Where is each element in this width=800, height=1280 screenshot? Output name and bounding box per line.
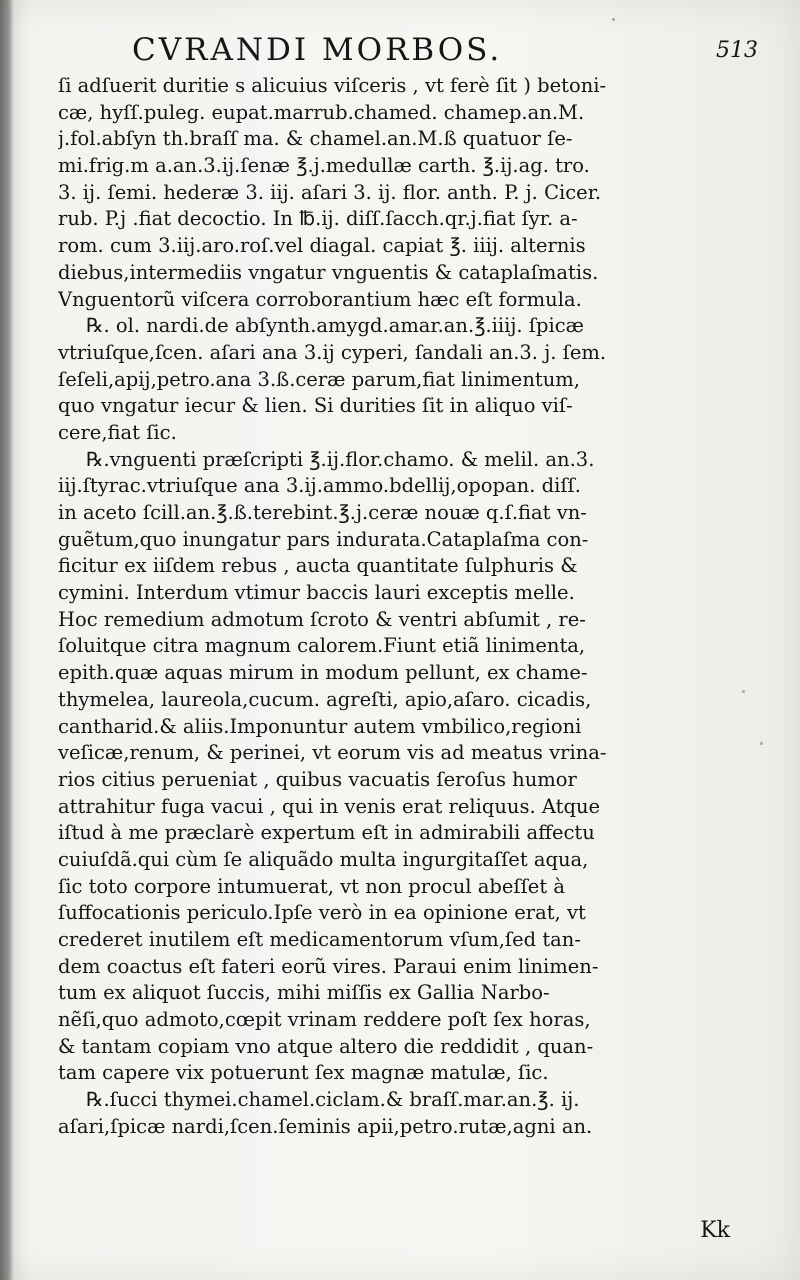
text-line: rom. cum 3.iij.aro.roſ.vel diagal. capiat ℥. iiij. alternis — [58, 234, 586, 258]
text-line: & tantam copiam vno atque altero die reddidit , quan- — [58, 1034, 594, 1058]
text-line: iij.ſtyrac.vtriuſque ana 3.ij.ammo.bdellij,opopan. diſſ. — [58, 474, 581, 498]
text-line: cymini. Interdum vtimur baccis lauri exceptis melle. — [58, 581, 575, 605]
text-line: ſic toto corpore intumuerat, vt non procul abeſſet à — [58, 874, 565, 898]
text-line: epith.quæ aquas mirum in modum pellunt, ex chame- — [58, 661, 588, 685]
paper-speck — [742, 690, 745, 693]
text-line: mi.frig.m a.an.3.ij.ſenæ ℥.j.medullæ carth. ℥.ij.ag. tro. — [58, 154, 590, 178]
text-line: 3. ij. ſemi. hederæ 3. iij. aſari 3. ij. flor. anth. P. j. Cicer. — [58, 180, 602, 204]
signature-mark: Kk — [700, 1218, 730, 1243]
text-line: ℞. ol. nardi.de abſynth.amygd.amar.an.℥.iiij. ſpicæ — [86, 314, 584, 338]
text-line: quo vngatur iecur & lien. Si durities ſit in aliquo viſ- — [58, 394, 573, 418]
page-header — [40, 28, 770, 76]
text-line: nẽſi,quo admoto,cœpit vrinam reddere poſt ſex horas, — [58, 1008, 591, 1032]
text-line: iſtud à me præclarè expertum eſt in admirabili affectu — [58, 821, 595, 845]
text-line: ſuffocationis periculo.Ipſe verò in ea opinione erat, vt — [58, 901, 586, 925]
text-line: dem coactus eſt fateri eorũ vires. Paraui enim linimen- — [58, 954, 599, 978]
text-line: cere,fiat ſic. — [58, 420, 177, 444]
text-line: cantharid.& aliis.Imponuntur autem vmbilico,regioni — [58, 714, 582, 738]
text-line: guẽtum,quo inungatur pars indurata.Cataplaſma con- — [58, 527, 589, 551]
paper-speck — [612, 18, 615, 21]
page-binding-shadow — [0, 0, 14, 1280]
text-line: ℞.ſucci thymei.chamel.ciclam.& braſſ.mar.an.℥. ij. — [86, 1088, 580, 1112]
text-line: crederet inutilem eſt medicamentorum vſum,ſed tan- — [58, 928, 581, 951]
text-line: Hoc remedium admotum ſcroto & ventri abſumit , re- — [58, 607, 586, 631]
text-line: j.fol.abſyn th.braſſ ma. & chamel.an.M.ß quatuor ſe- — [58, 127, 573, 151]
text-line: tum ex aliquot ſuccis, mihi miſſis ex Gallia Narbo- — [58, 981, 550, 1005]
text-line: ſeſeli,apij,petro.ana 3.ß.ceræ parum,fiat linimentum, — [58, 367, 580, 391]
text-line: tam capere vix potuerunt ſex magnæ matulæ, ſic. — [58, 1061, 549, 1085]
text-line: ficitur ex iiſdem rebus , aucta quantitate ſulphuris & — [58, 554, 578, 578]
text-line: diebus,intermediis vngatur vnguentis & cataplaſmatis. — [58, 260, 599, 284]
text-line: ℞.vnguenti præſcripti ℥.ij.flor.chamo. & melil. an.3. — [86, 447, 595, 471]
paper-speck — [760, 742, 763, 745]
text-line: vtriuſque,ſcen. aſari ana 3.ij cyperi, ſandali an.3. j. ſem. — [58, 340, 607, 364]
text-line: aſari,ſpicæ nardi,ſcen.ſeminis apii,petro.rutæ,agni an. — [58, 1114, 593, 1138]
text-line: cuiuſdã.qui cùm ſe aliquãdo multa ingurgitaſſet aqua, — [58, 847, 589, 871]
text-line: veſicæ,renum, & perinei, vt eorum vis ad meatus vrina- — [58, 741, 607, 765]
text-line: thymelea, laureola,cucum. agreſti, apio,aſaro. cicadis, — [58, 687, 592, 711]
text-line: attrahitur fuga vacui , qui in venis erat reliquus. Atque — [58, 794, 601, 818]
text-line: ſoluitque citra magnum calorem.Fiunt etiã linimenta, — [58, 634, 586, 658]
running-title: CVRANDI MORBOS. — [132, 32, 503, 68]
text-line: cæ, hyſſ.puleg. eupat.marrub.chamed. chamep.an.M. — [58, 100, 585, 124]
body-text — [58, 73, 758, 1141]
text-line: Vnguentorũ viſcera corroborantium hæc eſt formula. — [58, 287, 582, 311]
text-line: ſi adſuerit duritie s alicuius viſceris , vt ferè ſit ) betoni- — [58, 74, 607, 97]
page-number: 513 — [716, 38, 758, 63]
text-line: rub. P.j .fiat decoctio. In ℔.ij. diſſ.ſacch.qr.j.fiat ſyr. a- — [58, 207, 578, 231]
text-line: rios citius perueniat , quibus vacuatis ſeroſus humor — [58, 767, 577, 791]
text-line: in aceto ſcill.an.℥.ß.terebint.℥.j.ceræ nouæ q.ſ.fiat vn- — [58, 501, 587, 524]
